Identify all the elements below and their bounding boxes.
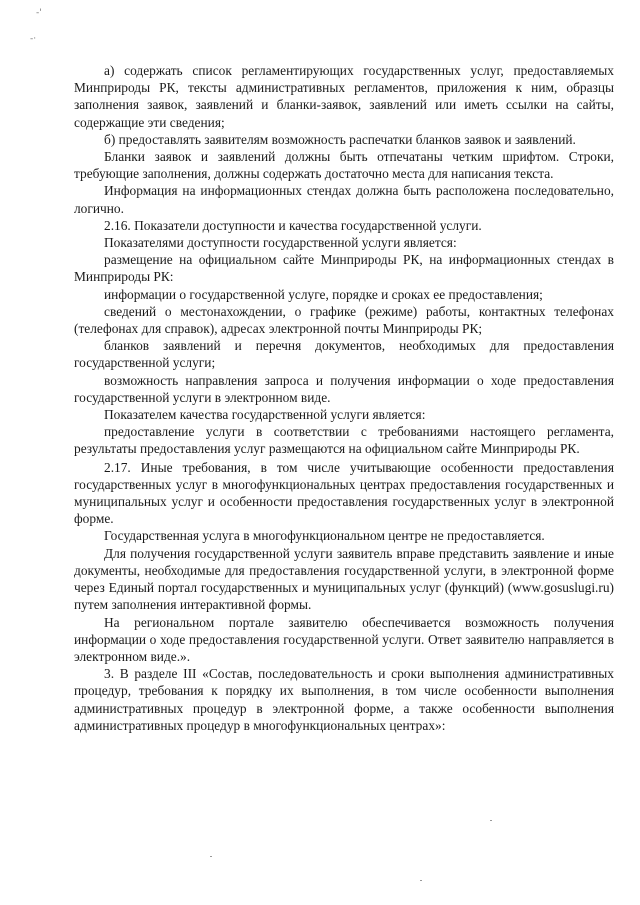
scan-speck <box>210 856 212 857</box>
paragraph-portal-submission: Для получения государственной услуги заявитель вправе представить заявление и иные документы, необходимые для предоставления государственной услуги, в электронной форме через Единый портал государственных и муниципальных услуг (функций) (www.gosuslugi.ru) путем заполнения интерактивной формы. <box>74 545 614 613</box>
paragraph-electronic-request: возможность направления запроса и получения информации о ходе предоставления государственной услуги в электронном виде. <box>74 372 614 405</box>
paragraph-quality-indicator: Показателем качества государственной услуги является: <box>104 407 426 423</box>
paragraph-accessibility-indicators: Показателями доступности государственной услуги является: <box>104 235 457 251</box>
paragraph-stands-info: Информация на информационных стендах должна быть расположена последовательно, логично. <box>74 183 614 216</box>
document-page <box>74 62 614 734</box>
paragraph-item-b: б) предоставлять заявителям возможность распечатки бланков заявок и заявлений. <box>104 131 576 147</box>
paragraph-service-compliance: предоставление услуги в соответствии с требованиями настоящего регламента, результаты предоставления услуг размещаются на официальном сайте Минприроды РК. <box>74 424 614 457</box>
paragraph-service-info: информации о государственной услуге, порядке и сроках ее предоставления; <box>104 286 543 302</box>
scan-speck <box>490 820 492 821</box>
margin-scan-mark: -' <box>36 8 42 18</box>
paragraph-forms-list: бланков заявлений и перечня документов, необходимых для предоставления государственной услуги; <box>74 338 614 371</box>
paragraph-placement: размещение на официальном сайте Минприроды РК, на информационных стендах в Минприроды РК: <box>74 252 614 285</box>
paragraph-location-info: сведений о местонахождении, о графике (режиме) работы, контактных телефонах (телефонах для справок), адресах электронной почты Минприроды РК; <box>74 303 614 337</box>
margin-scan-mark: -· <box>30 34 37 44</box>
paragraph-forms-print: Бланки заявок и заявлений должны быть отпечатаны четким шрифтом. Строки, требующие заполнения, должны содержать достаточно места для написания текста. <box>74 149 614 182</box>
paragraph-mfc: Государственная услуга в многофункциональном центре не предоставляется. <box>104 528 545 544</box>
paragraph-section-3: 3. В разделе III «Состав, последовательность и сроки выполнения административных процедур, требования к порядку их выполнения, в том числе особенности выполнения административных процедур в электронной форме, а также особенности выполнения административных процедур в многофункциональных центрах»: <box>74 666 614 733</box>
scan-speck <box>420 880 422 881</box>
paragraph-item-a: а) содержать список регламентирующих государственных услуг, предоставляемых Минприроды РК, тексты административных регламентов, приложения к ним, образцы заполнения заявок, заявлений и бланки-заявок, заявлений или иметь ссылки на сайты, содержащие эти сведения; <box>74 63 614 130</box>
section-heading-2-17: 2.17. Иные требования, в том числе учитывающие особенности предоставления государственных услуг в многофункциональных центрах предоставления государственных и муниципальных услуг и особенности предоставления государственных услуг в электронной форме. <box>74 459 614 527</box>
section-heading-2-16: 2.16. Показатели доступности и качества государственной услуги. <box>104 217 482 233</box>
paragraph-regional-portal: На региональном портале заявителю обеспечивается возможность получения информации о ходе предоставления государственной услуги. Ответ заявителю направляется в электронном виде.». <box>74 614 614 664</box>
